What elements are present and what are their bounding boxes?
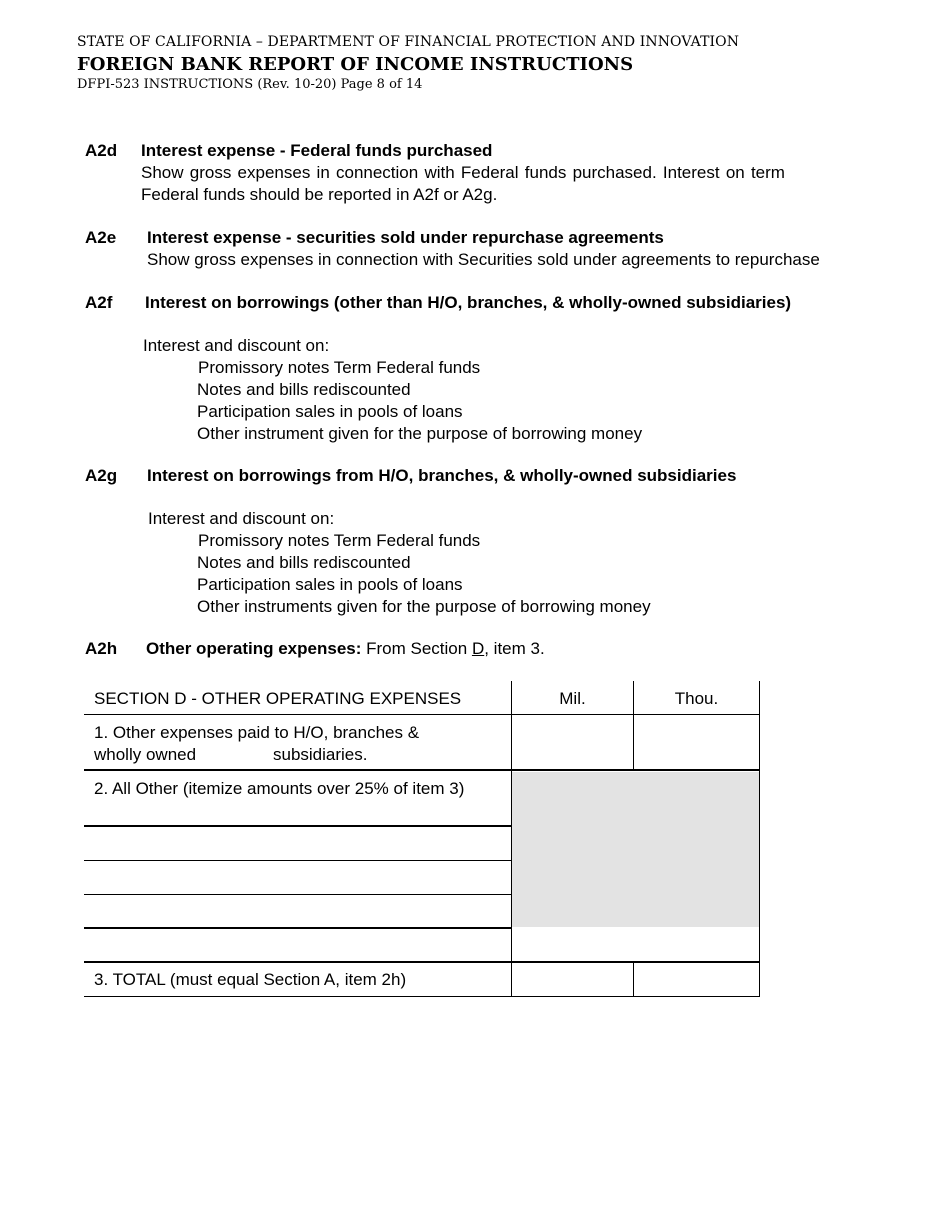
itemize-line-field[interactable]: [84, 929, 511, 961]
col-header-thou: Thou.: [674, 689, 719, 708]
row1-label-line1: 1. Other expenses paid to H/O, branches &: [94, 723, 420, 742]
a2e-title: Interest expense - securities sold under repurchase agreements: [147, 228, 664, 247]
itemize-amount-field[interactable]: [512, 928, 759, 961]
row3-label: 3. TOTAL (must equal Section A, item 2h): [94, 970, 407, 989]
total-mil-field[interactable]: [512, 963, 633, 996]
a2g-list-item: Notes and bills rediscounted: [197, 553, 411, 572]
a2h-code: A2h: [85, 639, 118, 658]
a2f-list-item: Participation sales in pools of loans: [197, 402, 463, 421]
a2g-list-item: Other instruments given for the purpose of borrowing money: [197, 597, 651, 616]
document-title: FOREIGN BANK REPORT OF INCOME INSTRUCTIONS: [77, 54, 634, 75]
a2e-text-line1: Show gross expenses in connection with Securities sold under agreements to repurchase: [147, 250, 820, 269]
row1-label-line2a: wholly owned: [94, 745, 197, 764]
a2f-list-item: Promissory notes Term Federal funds: [198, 358, 481, 377]
a2g-code: A2g: [85, 466, 118, 485]
row1-thou-field[interactable]: [634, 715, 759, 769]
a2e-code: A2e: [85, 228, 117, 247]
row2-label: 2. All Other (itemize amounts over 25% of item 3): [94, 779, 465, 798]
itemize-line-field[interactable]: [84, 827, 511, 860]
a2h-section-ref: D: [471, 639, 485, 658]
a2f-code: A2f: [85, 293, 113, 312]
total-thou-field[interactable]: [634, 963, 759, 996]
section-d-heading: SECTION D - OTHER OPERATING EXPENSES: [94, 689, 462, 708]
a2d-title: Interest expense - Federal funds purchased: [141, 141, 493, 160]
a2g-list-item: Participation sales in pools of loans: [197, 575, 463, 594]
section-d-table: [84, 681, 760, 997]
a2h-text-after: , item 3.: [484, 639, 545, 658]
a2f-list-item: Notes and bills rediscounted: [197, 380, 411, 399]
row1-mil-field[interactable]: [512, 715, 633, 769]
a2d-text-line1: Show gross expenses in connection with Federal funds purchased. Interest on term: [141, 163, 785, 182]
itemize-line-field[interactable]: [84, 895, 511, 927]
col-header-mil: Mil.: [559, 689, 586, 708]
a2g-list-item: Promissory notes Term Federal funds: [198, 531, 481, 550]
a2g-intro: Interest and discount on:: [148, 509, 335, 528]
a2d-code: A2d: [85, 141, 118, 160]
form-id: DFPI-523 INSTRUCTIONS (Rev. 10-20) Page 8 of 14: [77, 77, 423, 92]
a2f-list-item: Other instrument given for the purpose of borrowing money: [197, 424, 643, 443]
a2d-text-line2: Federal funds should be reported in A2f or A2g.: [141, 185, 498, 204]
row1-label-line2b: subsidiaries.: [273, 745, 368, 764]
shaded-cell: [512, 772, 760, 927]
a2h-line: [146, 638, 545, 660]
itemize-line-field[interactable]: [84, 861, 511, 894]
agency-line: STATE OF CALIFORNIA – DEPARTMENT OF FINANCIAL PROTECTION AND INNOVATION: [77, 34, 740, 50]
a2h-title: Other operating expenses:: [146, 639, 362, 658]
a2g-title: Interest on borrowings from H/O, branches, & wholly-owned subsidiaries: [147, 466, 737, 485]
a2f-intro: Interest and discount on:: [143, 336, 330, 355]
a2h-text-before: From Section: [361, 639, 472, 658]
a2f-title: Interest on borrowings (other than H/O, branches, & wholly-owned subsidiaries): [145, 293, 792, 312]
